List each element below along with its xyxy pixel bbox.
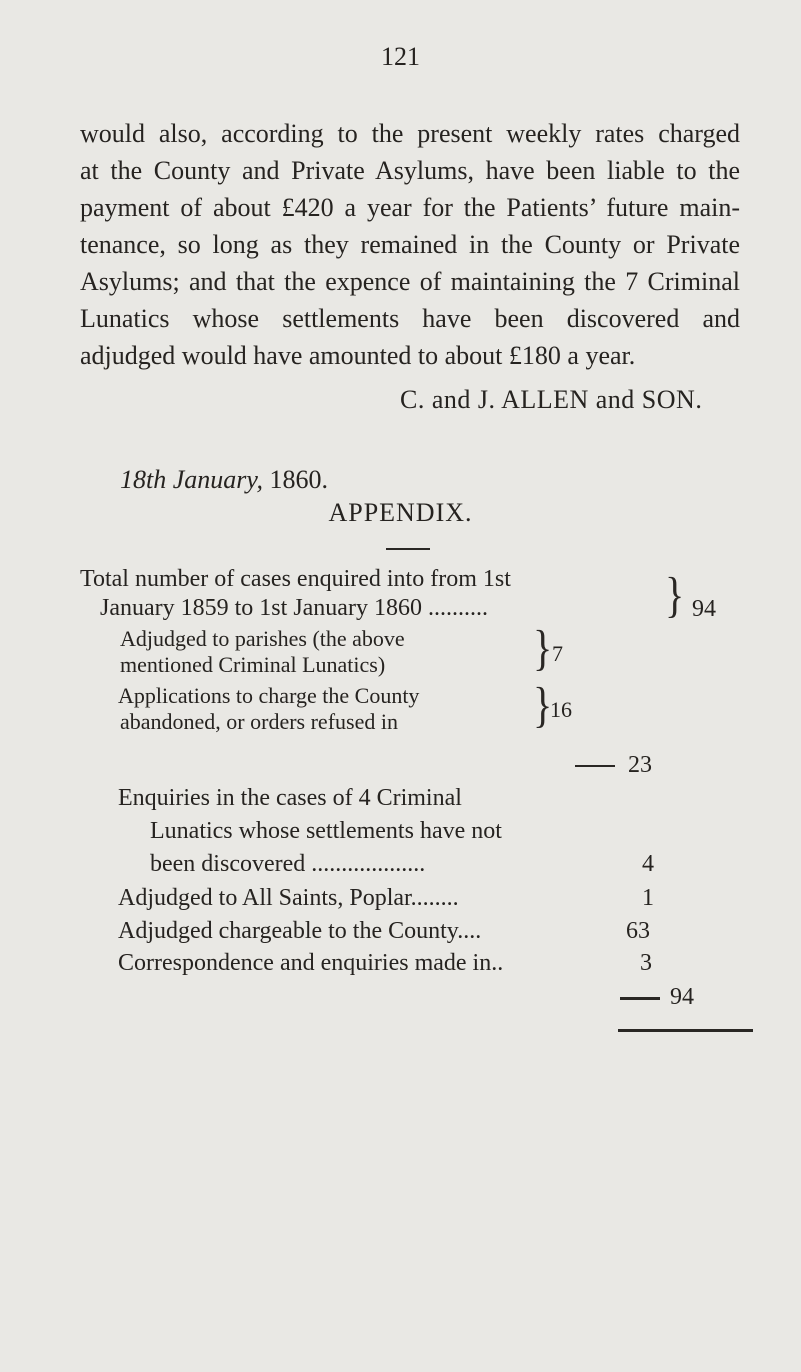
- county-label: Adjudged chargeable to the County....: [118, 918, 482, 944]
- total-value: 94: [692, 596, 716, 622]
- subtotal-rule: [575, 765, 615, 767]
- enquiries-value: 4: [642, 851, 654, 877]
- paragraph-line: payment of about £420 a year for the Patients’ future main-: [80, 193, 740, 222]
- parishes-value: 7: [552, 641, 563, 666]
- applications-line-1: Applications to charge the County: [118, 683, 420, 708]
- paragraph-line: Lunatics whose settlements have been discovered and: [80, 304, 740, 333]
- body-paragraph: [80, 115, 740, 374]
- correspondence-value: 3: [640, 950, 652, 976]
- applications-line-2: abandoned, or orders refused in: [120, 709, 398, 734]
- applications-brace: }: [533, 676, 553, 733]
- date-year: 1860.: [269, 465, 328, 494]
- appendix-heading: APPENDIX.: [328, 498, 473, 527]
- total-line-1: Total number of cases enquired into from 1st: [80, 566, 511, 592]
- enquiries-line-1: Enquiries in the cases of 4 Criminal: [118, 785, 462, 811]
- parishes-line-2: mentioned Criminal Lunatics): [120, 652, 386, 677]
- closing-rule: [618, 1029, 753, 1032]
- paragraph-line: at the County and Private Asylums, have been liable to the: [80, 156, 740, 185]
- paragraph-line: would also, according to the present weekly rates charged: [80, 119, 740, 148]
- paragraph-line: Asylums; and that the expence of maintaining the 7 Criminal: [80, 267, 740, 296]
- page-number: 121: [381, 42, 420, 71]
- applications-value: 16: [550, 697, 572, 722]
- total-brace: }: [665, 566, 685, 623]
- grand-total-value: 94: [670, 984, 694, 1010]
- county-value: 63: [626, 918, 650, 944]
- enquiries-line-3: been discovered ...................: [150, 851, 426, 877]
- paragraph-line: tenance, so long as they remained in the County or Private: [80, 230, 740, 259]
- date-line: [120, 465, 328, 495]
- total-line-2: January 1859 to 1st January 1860 ..........: [100, 595, 488, 621]
- subtotal-value: 23: [628, 752, 652, 778]
- paragraph-line: adjudged would have amounted to about £180 a year.: [80, 341, 636, 370]
- all-saints-label: Adjudged to All Saints, Poplar........: [118, 885, 459, 911]
- signature: C. and J. ALLEN and SON.: [400, 385, 703, 414]
- enquiries-line-2: Lunatics whose settlements have not: [150, 818, 502, 844]
- date-day: 18th January,: [120, 465, 263, 494]
- parishes-line-1: Adjudged to parishes (the above: [120, 626, 405, 651]
- grand-total-rule: [620, 997, 660, 1000]
- all-saints-value: 1: [642, 885, 654, 911]
- parishes-brace: }: [533, 619, 553, 676]
- correspondence-label: Correspondence and enquiries made in..: [118, 950, 504, 976]
- heading-rule: [386, 548, 430, 550]
